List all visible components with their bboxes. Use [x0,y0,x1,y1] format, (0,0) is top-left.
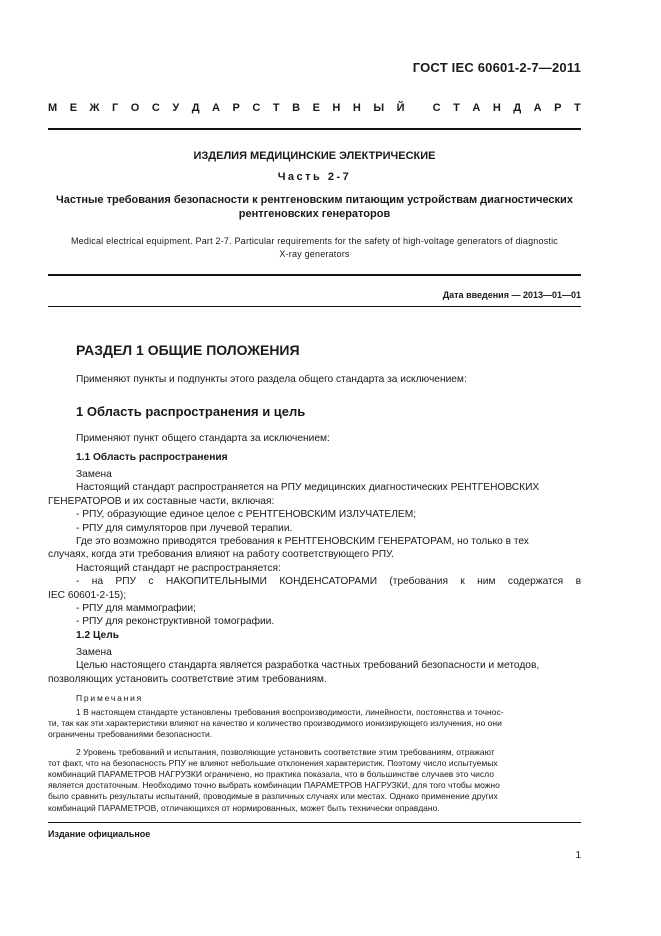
note-line: 2 Уровень требований и испытания, позволяющие установить соответствие этим требованиям, отражают [76,746,495,757]
note-line: 1 В настоящем стандарте установлены требования воспроизводимости, линейности, постоянства и точнос- [76,707,504,717]
banner-letter: Н [332,102,341,114]
paragraph-line: Настоящий стандарт распространяется на РПУ медицинских диагностических РЕНТГЕНОВСКИХ [76,482,540,494]
part-label: Часть 2-7 [277,171,352,183]
list-item: - РПУ для симуляторов при лучевой терапии. [76,522,293,534]
paragraph-line: IEC 60601-2-15); [48,589,127,601]
banner-letter: У [172,102,180,114]
english-title-line: X-ray generators [279,249,350,259]
banner-letter: Й [396,102,405,114]
page-number: 1 [575,850,581,861]
banner-letter: Р [232,102,240,114]
subtitle-line: рентгеновских генераторов [238,208,391,220]
notes-label: Примечания [76,693,144,703]
introduction-date: Дата введения — 2013—01—01 [442,290,581,300]
note-line: было сравнить результаты испытаний, проводимые в различных случаях или местах. Однако применение других [48,791,498,802]
banner-letter: М [48,102,58,114]
banner-letter: Н [352,102,361,114]
clause-text: Применяют пункт общего стандарта за исключением: [76,433,330,444]
paragraph-line: Замена [76,647,112,658]
note-line: комбинаций ПАРАМЕТРОВ, отличающихся от нормированных, может быть технически оправдано. [48,802,440,813]
paragraph-line: Замена [76,469,112,480]
header-rule [48,128,581,130]
scope-body [48,468,581,629]
subclause-heading-scope: 1.1 Область распространения [76,452,228,463]
standard-title: ИЗДЕЛИЯ МЕДИЦИНСКИЕ ЭЛЕКТРИЧЕСКИЕ [193,150,436,162]
banner-letter: Д [191,102,200,114]
banner-letter: С [151,102,160,114]
section-heading: РАЗДЕЛ 1 ОБЩИЕ ПОЛОЖЕНИЯ [76,342,300,358]
list-item: - РПУ, образующие единое целое с РЕНТГЕНОВСКИМ ИЗЛУЧАТЕЛЕМ; [76,509,417,521]
list-item: - на РПУ с НАКОПИТЕЛЬНЫМИ КОНДЕНСАТОРАМИ (требования к ним содержатся в [76,576,581,588]
footer-rule [48,822,581,823]
banner-letter: Т [272,102,280,114]
subtitle-line: Частные требования безопасности к рентгеновским питающим устройствам диагностических [56,194,573,206]
paragraph-line: Где это возможно приводятся требования к РЕНТГЕНОВСКИМ ГЕНЕРАТОРАМ, но только в тех [76,536,529,548]
banner-letter: Е [312,102,320,114]
clause-heading: 1 Область распространения и цель [76,404,306,419]
document-code: ГОСТ IEC 60601-2-7—2011 [412,60,581,75]
banner-letter: А [472,102,481,114]
note-line: тот факт, что на безопасность РПУ не влияют небольшие отклонения характеристик. Поэтому число испытуемых [48,757,498,768]
list-item: - РПУ для маммографии; [76,603,196,615]
paragraph-line: случаях, когда эти требования влияют на работу соответствующего РПУ. [48,549,394,561]
banner-letter: Е [69,102,78,114]
interstate-standard-banner [48,102,581,114]
banner-letter: Р [554,102,562,114]
english-title-line: Medical electrical equipment. Part 2-7. Particular requirements for the safety of high-voltage generators of diagnostic [70,236,559,246]
banner-letter: О [130,102,140,114]
banner-letter: В [292,102,301,114]
banner-letter [417,102,420,114]
banner-letter: А [212,102,220,114]
notes-body [48,707,581,814]
banner-letter: Ы [373,102,385,114]
banner-letter: Д [513,102,522,114]
paragraph-line: Настоящий стандарт не распространяется: [76,562,281,574]
paragraph-line: Целью настоящего стандарта является разработка частных требований безопасности и методов, [76,660,540,672]
banner-letter: Н [492,102,501,114]
note-line: ти, так как эти характеристики влияют на качество и количество производимого ионизирующего излучения, но они [48,718,502,729]
banner-letter: Г [112,102,119,114]
paragraph-line: позволяющих установить соответствие этим требованиям. [48,673,327,685]
official-edition-label: Издание официальное [48,829,151,839]
banner-letter: С [252,102,261,114]
purpose-body [48,646,581,686]
english-title [48,235,581,261]
date-rule [48,306,581,307]
note-line: является достаточным. Необходимо точно выбрать комбинации ПАРАМЕТРОВ НАГРУЗКИ, для того чтобы можно [48,780,500,791]
banner-letter: Т [453,102,460,114]
title-rule [48,274,581,276]
banner-letter: Ж [89,102,100,114]
standard-subtitle [48,193,581,221]
list-item: - РПУ для реконструктивной томографии. [76,616,275,628]
section-text: Применяют пункты и подпункты этого раздела общего стандарта за исключением: [76,374,467,385]
banner-letter: А [533,102,542,114]
note-line: ограничены требованиями безопасности. [48,729,213,740]
banner-letter: Т [574,102,581,114]
note-line: комбинаций ПАРАМЕТРОВ НАГРУЗКИ ограничено, но практика показала, что в большинстве случаев это число [48,769,494,780]
banner-letter: С [432,102,441,114]
subclause-heading-purpose: 1.2 Цель [76,630,119,641]
paragraph-line: ГЕНЕРАТОРОВ и их составные части, включая: [48,495,275,507]
